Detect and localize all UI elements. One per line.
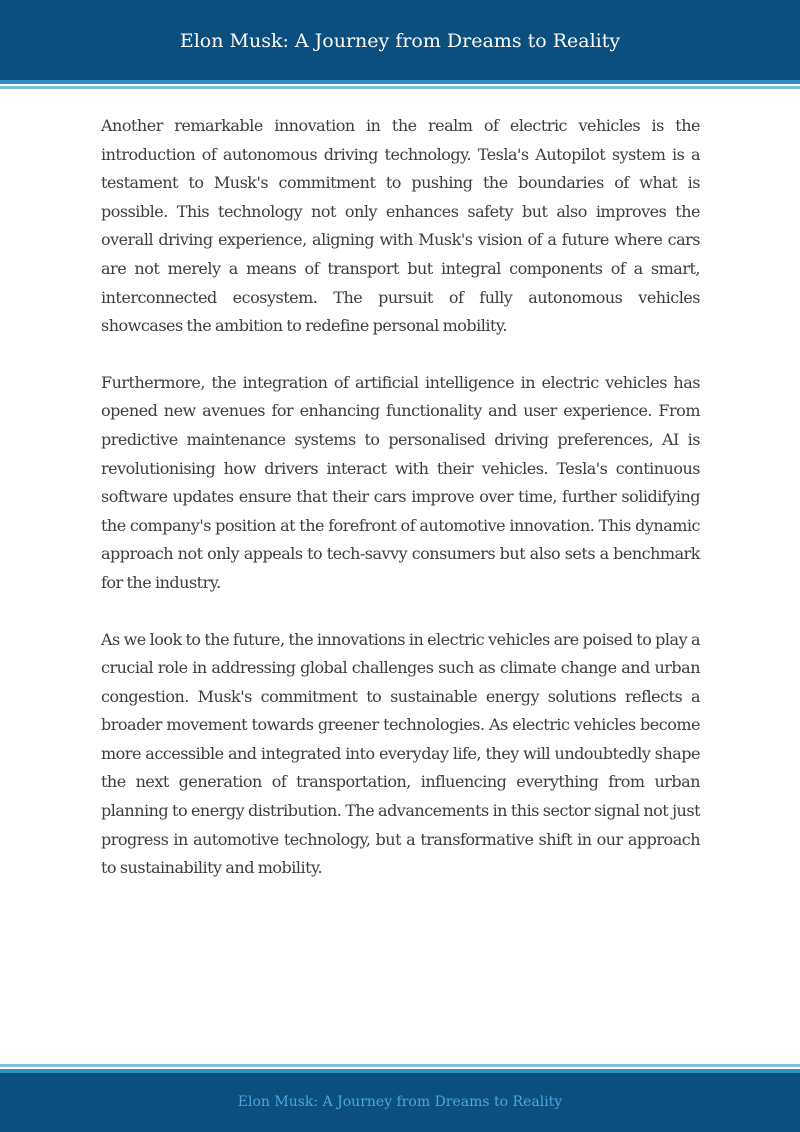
paragraph-future-outlook: As we look to the future, the innovations in electric vehicles are poised to play a crucial role in addressing global challenges such as climate change and urban congestion. Musk's commitment to sustainable energy solutions reflects a broader movement towards greener technologies. As electric vehicles become more accessible and integrated into everyday life, they will undoubtedly shape the next generation of transportation, influencing everything from urban planning to energy distribution. The advancements in this sector signal not just progress in automotive technology, but a transformative shift in our approach to sustainability and mobility.: [101, 629, 700, 878]
page-header: [0, 0, 800, 80]
header-divider-light: [0, 86, 800, 89]
header-title: Elon Musk: A Journey from Dreams to Reality: [179, 30, 621, 52]
paragraph-artificial-intelligence: Furthermore, the integration of artificial intelligence in electric vehicles has opened new avenues for enhancing functionality and user experience. From predictive maintenance systems to personalised driving preferences, AI is revolutionising how drivers interact with their vehicles. Tesla's continuous software updates ensure that their cars improve over time, further solidifying the company's position at the forefront of automotive innovation. This dynamic approach not only appeals to tech-savvy consumers but also sets a benchmark for the industry.: [101, 372, 700, 592]
footer-title: Elon Musk: A Journey from Dreams to Reality: [237, 1094, 563, 1110]
paragraph-autonomous-driving: Another remarkable innovation in the realm of electric vehicles is the introduction of autonomous driving technology. Tesla's Autopilot system is a testament to Musk's commitment to pushing the boundaries of what is possible. This technology not only enhances safety but also improves the overall driving experience, aligning with Musk's vision of a future where cars are not merely a means of transport but integral components of a smart, interconnected ecosystem. The pursuit of fully autonomous vehicles showcases the ambition to redefine personal mobility.: [101, 116, 700, 336]
page-body: [101, 112, 700, 911]
page-footer: [0, 1073, 800, 1132]
